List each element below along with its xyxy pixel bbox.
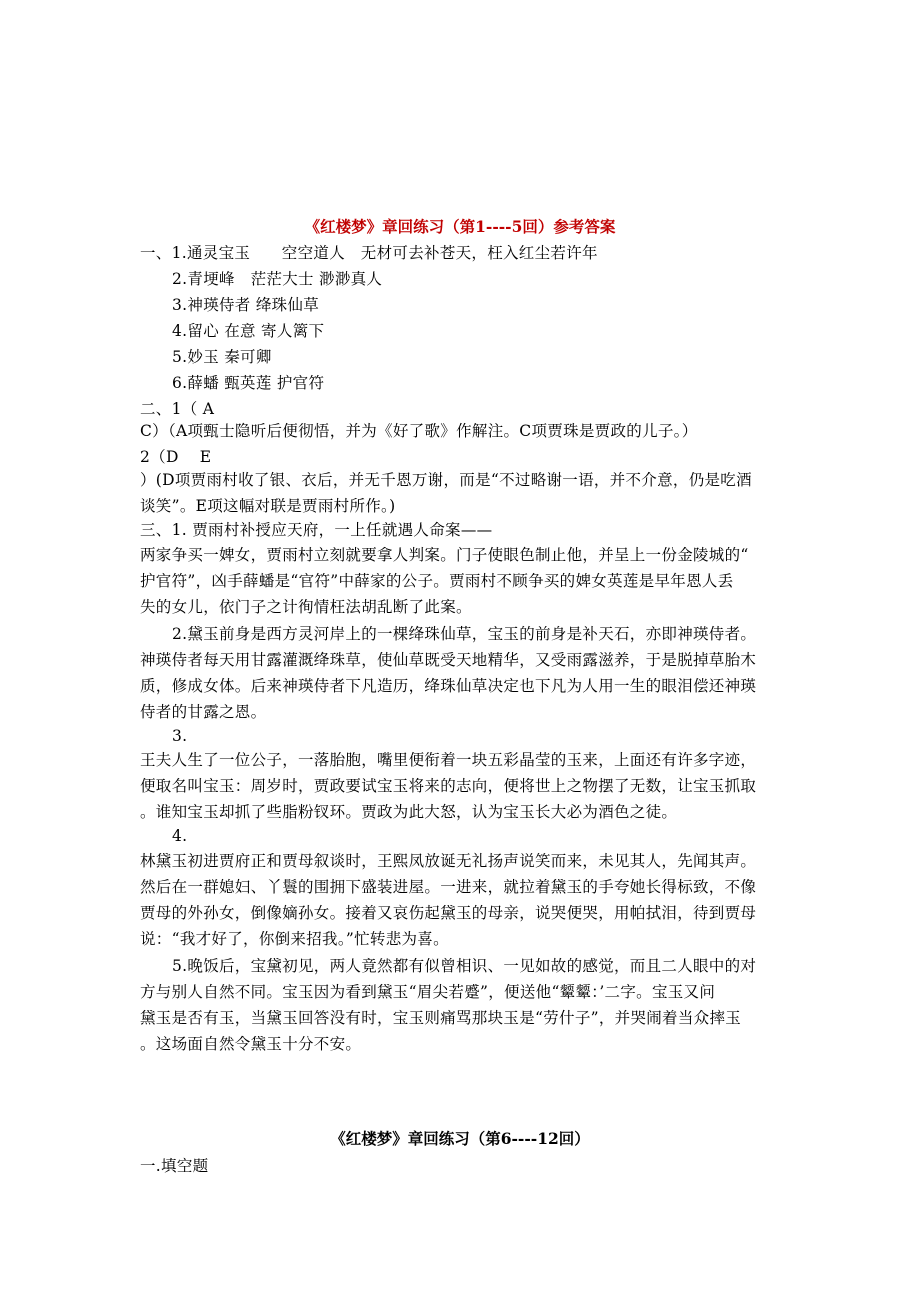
answer-line: 谈笑”。E项这幅对联是贾雨村所作。) <box>140 497 396 515</box>
answer-line: 5.晚饭后，宝黛初见，两人竟然都有似曾相识、一见如故的感觉，而且二人眼中的对 <box>172 957 757 975</box>
answer-line: 二、1（ A <box>140 400 215 418</box>
answer-line: 6.薛蟠 甄英莲 护官符 <box>172 374 325 392</box>
answer-line: C）（A项甄士隐听后便彻悟，并为《好了歌》作解注。C项贾珠是贾政的儿子。） <box>140 422 698 440</box>
answer-line: 一、1.通灵宝玉 空空道人 无材可去补苍天，枉入红尘若许年 <box>140 244 598 262</box>
answer-line: 质，修成女体。后来神瑛侍者下凡造历，绛珠仙草决定也下凡为人用一生的眼泪偿还神瑛 <box>140 677 757 695</box>
answer-line: 2（D E <box>140 448 212 466</box>
answer-line: 5.妙玉 秦可卿 <box>172 348 272 366</box>
answer-line: 说：“我才好了，你倒来招我。”忙转悲为喜。 <box>140 930 449 948</box>
section2-heading: 一.填空题 <box>140 1157 209 1175</box>
section1-title: 《红楼梦》章回练习（第1----5回）参考答案 <box>304 217 616 236</box>
answer-line: 神瑛侍者每天用甘露灌溉绛珠草，使仙草既受天地精华，又受雨露滋养，于是脱掉草胎木 <box>140 651 757 669</box>
answer-line: ）(D项贾雨村收了银、衣后，并无千恩万谢，而是“不过略谢一语，并不介意，仍是吃酒 <box>140 471 752 489</box>
answer-line: 便取名叫宝玉：周岁时，贾政要试宝玉将来的志向，便将世上之物摆了无数，让宝玉抓取 <box>140 777 757 795</box>
answer-line: 。这场面自然令黛玉十分不安。 <box>140 1035 362 1053</box>
answer-line: 两家争买一婢女，贾雨村立刻就要拿人判案。门子使眼色制止他，并呈上一份金陵城的“ <box>140 546 749 564</box>
answer-line: 然后在一群媳妇、丫鬟的围拥下盛装进屋。一进来，就拉着黛玉的手夸她长得标致，不像 <box>140 878 757 896</box>
answer-line: 方与别人自然不同。宝玉因为看到黛玉“眉尖若蹙”，便送他“颦颦：’二字。宝玉又问 <box>140 983 716 1001</box>
answer-line: 4. <box>172 827 188 845</box>
section2-title: 《红楼梦》章回练习（第6----12回） <box>330 1129 590 1148</box>
answer-line: 林黛玉初进贾府正和贾母叙谈时，王熙凤放诞无礼扬声说笑而来，未见其人，先闻其声。 <box>140 852 757 870</box>
answer-line: 。谁知宝玉却抓了些脂粉钗环。贾政为此大怒，认为宝玉长大必为酒色之徒。 <box>140 803 678 821</box>
answer-line: 贾母的外孙女，倒像嫡孙女。接着又哀伤起黛玉的母亲，说哭便哭，用帕拭泪，待到贾母 <box>140 904 757 922</box>
answer-line: 侍者的甘露之恩。 <box>140 703 267 721</box>
answer-line: 4.留心 在意 寄人篱下 <box>172 322 325 340</box>
answer-line: 黛玉是否有玉，当黛玉回答没有时，宝玉则痛骂那块玉是“劳什子”，并哭闹着当众摔玉 <box>140 1009 742 1027</box>
answer-line: 三、1. 贾雨村补授应天府，一上任就遇人命案—— <box>140 521 493 539</box>
answer-line: 3.神瑛侍者 绛珠仙草 <box>172 296 320 314</box>
answer-line: 护官符”，凶手薛蟠是“官符”中薛家的公子。贾雨村不顾争买的婢女英莲是早年恩人丢 <box>140 572 734 590</box>
answer-line: 失的女儿，依门子之计徇情枉法胡乱断了此案。 <box>140 598 472 616</box>
answer-line: 3. <box>172 727 188 745</box>
answer-line: 2.黛玉前身是西方灵河岸上的一棵绛珠仙草，宝玉的前身是补天石，亦即神瑛侍者。 <box>172 625 757 643</box>
answer-line: 2.青埂峰 茫茫大士 渺渺真人 <box>172 270 383 288</box>
answer-line: 王夫人生了一位公子，一落胎胞，嘴里便衔着一块五彩晶莹的玉来，上面还有许多字迹， <box>140 751 757 769</box>
